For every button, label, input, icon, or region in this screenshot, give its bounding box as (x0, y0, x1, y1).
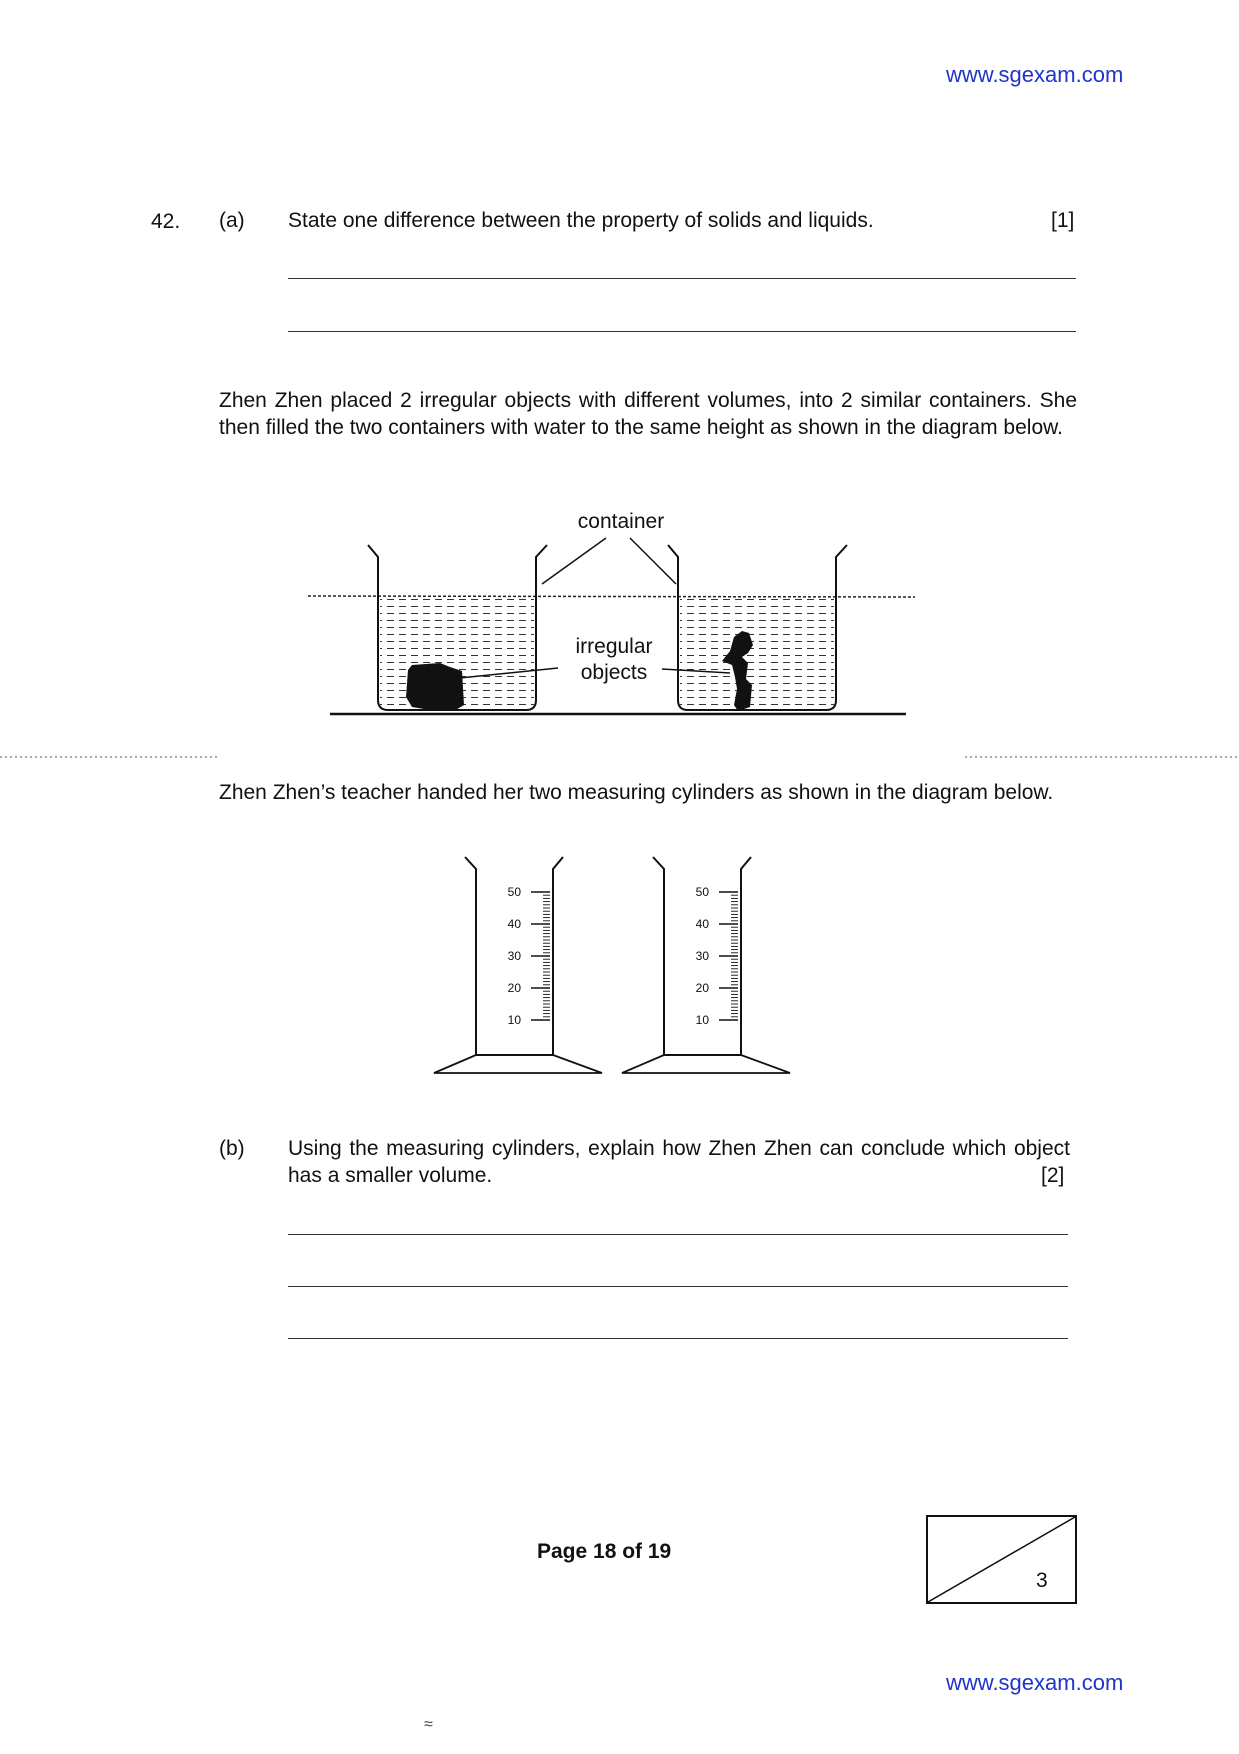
cylinder-right-tick-label: 10 (695, 1013, 709, 1027)
cylinder-left-foot (434, 1055, 602, 1073)
footer-website-link[interactable]: www.sgexam.com (946, 1670, 1124, 1695)
cylinder-right-tick-label: 50 (695, 885, 709, 899)
cylinder-right-foot (622, 1055, 790, 1073)
score-box-value: 3 (1036, 1569, 1048, 1592)
header-website-link[interactable]: www.sgexam.com (946, 62, 1124, 87)
irregular-object-left (406, 663, 464, 711)
part-b-question: Using the measuring cylinders, explain how Zhen Zhen can conclude which object has a smaller volume. (288, 1137, 1070, 1187)
container-label: container (577, 510, 665, 533)
intro-paragraph: Zhen Zhen placed 2 irregular objects with different volumes, into 2 similar containers. She then filled the two containers with water to the same height as shown in the diagram below. (219, 389, 1077, 439)
answer-line-b2[interactable] (288, 1286, 1068, 1287)
page-number: Page 18 of 19 (537, 1540, 672, 1563)
teacher-paragraph: Zhen Zhen’s teacher handed her two measuring cylinders as shown in the diagram below. (219, 781, 1054, 804)
water-right (680, 598, 834, 707)
objects-label-line1: irregular (575, 635, 653, 658)
cylinder-left-tick-label: 30 (507, 949, 521, 963)
fold-line (0, 754, 1239, 760)
cylinder-left-tick-label: 40 (507, 917, 521, 931)
cylinder-right-tick-label: 40 (695, 917, 709, 931)
part-b-marks: [2] (1041, 1164, 1065, 1187)
part-b-label: (b) (219, 1137, 245, 1160)
score-box-diagonal (928, 1517, 1075, 1602)
answer-line-b3[interactable] (288, 1338, 1068, 1339)
answer-line-a2[interactable] (288, 331, 1076, 332)
part-a-label: (a) (219, 209, 245, 232)
cylinder-left-tick-label: 20 (507, 981, 521, 995)
cylinder-left-tick-label: 50 (507, 885, 521, 899)
question-number: 42. (151, 210, 181, 233)
cylinder-right-tick-label: 20 (695, 981, 709, 995)
part-a-marks: [1] (1051, 209, 1075, 232)
cylinders-diagram (420, 845, 800, 1080)
score-box (926, 1515, 1077, 1604)
part-a-question: State one difference between the property of solids and liquids. (288, 209, 874, 232)
cylinder-right-tick-label: 30 (695, 949, 709, 963)
answer-line-b1[interactable] (288, 1234, 1068, 1235)
cylinder-left-tick-label: 10 (507, 1013, 521, 1027)
containers-diagram (290, 505, 930, 725)
footer-mark: ≈ (424, 1716, 433, 1733)
answer-line-a1[interactable] (288, 278, 1076, 279)
objects-label-line2: objects (580, 661, 648, 684)
